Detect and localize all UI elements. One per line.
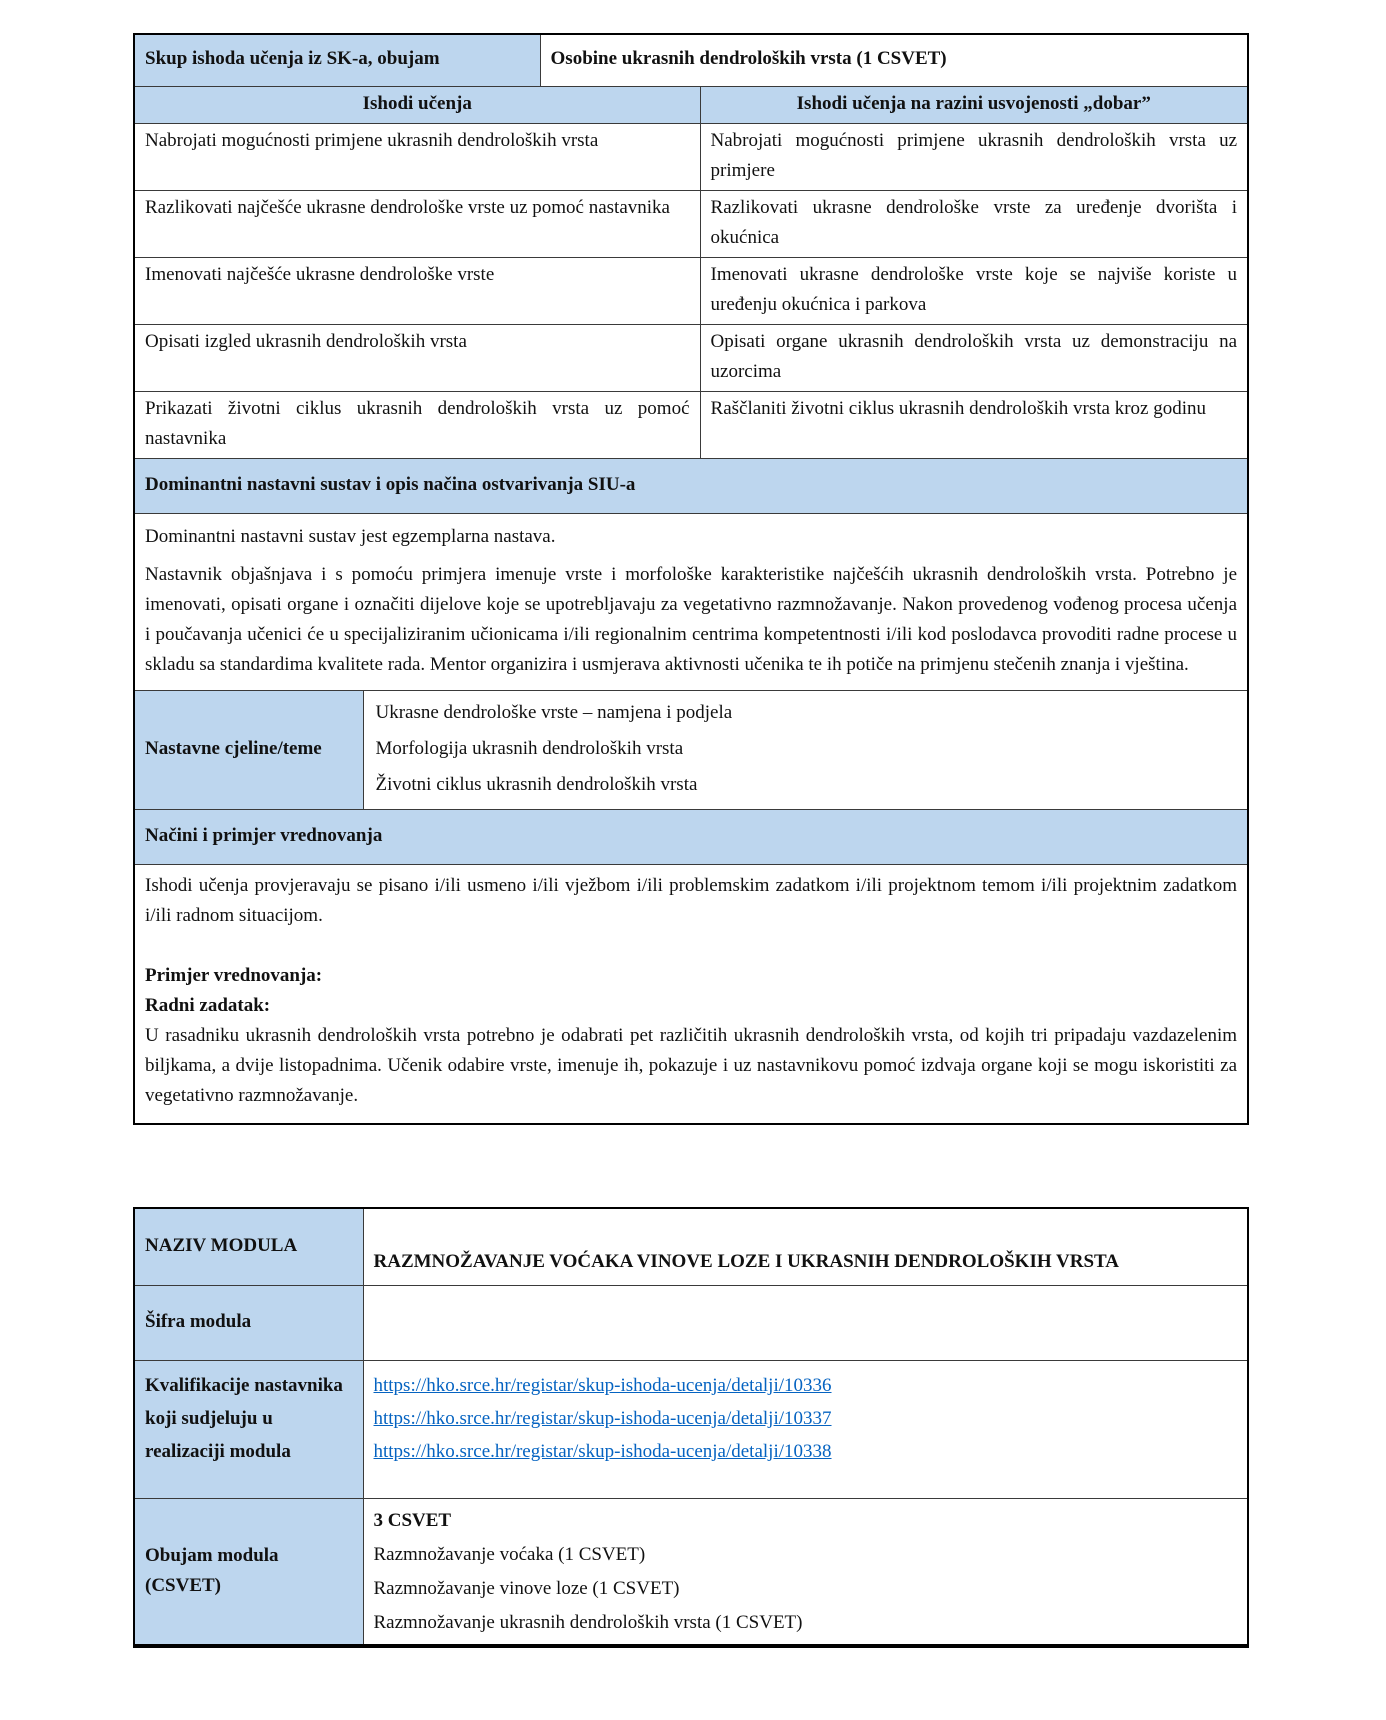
obujam-total: 3 CSVET xyxy=(373,1510,452,1531)
outcome-cell-right: Imenovati ukrasne dendrološke vrste koje se najviše koriste u uređenju okućnica i parkova xyxy=(700,257,1248,324)
outcome-row xyxy=(134,324,1248,391)
module-title-cell: RAZMNOŽAVANJE VOĆAKA VINOVE LOZE I UKRASNIH DENDROLOŠKIH VRSTA xyxy=(363,1208,1248,1286)
vrednovanje-paragraph-2: U rasadniku ukrasnih dendroloških vrsta potrebno je odabrati pet različitih ukrasnih dendroloških vrsta, od kojih tri pripadaju vazdazelenim biljkama, a dvije listopadnima. Učenik odabire vrste, imenuje ih, pokazuje i uz nastavnikovu pomoć izdvaja organe koji se mogu iskoristiti za vegetativno razmnožavanje. xyxy=(145,1024,1238,1106)
qualification-link-item xyxy=(374,1369,1238,1402)
naziv-modula-row xyxy=(134,1208,1248,1286)
radni-zadatak-subtitle: Radni zadatak: xyxy=(145,994,271,1016)
outcome-cell-right: Opisati organe ukrasnih dendroloških vrsta uz demonstraciju na uzorcima xyxy=(700,324,1248,391)
cjeline-item: Životni ciklus ukrasnih dendroloških vrsta xyxy=(375,773,698,795)
skup-value-cell: Osobine ukrasnih dendroloških vrsta (1 CSVET) xyxy=(540,34,1248,86)
kvalifikacije-row xyxy=(134,1361,1248,1499)
vrednovanje-header-row xyxy=(134,809,1248,864)
dominantni-header-row xyxy=(134,458,1248,513)
cjeline-item: Ukrasne dendrološke vrste – namjena i podjela xyxy=(375,701,733,723)
outcome-cell-left: Imenovati najčešće ukrasne dendrološke vrste xyxy=(134,257,700,324)
obujam-label-cell: Obujam modula (CSVET) xyxy=(134,1499,363,1647)
outcome-cell-right: Nabrojati mogućnosti primjene ukrasnih dendroloških vrsta uz primjere xyxy=(700,123,1248,190)
outcome-cell-left: Prikazati životni ciklus ukrasnih dendroloških vrsta uz pomoć nastavnika xyxy=(134,391,700,458)
ishodi-header-right: Ishodi učenja na razini usvojenosti „dobar” xyxy=(700,86,1248,123)
outcome-cell-right: Razlikovati ukrasne dendrološke vrste za uređenje dvorišta i okućnica xyxy=(700,190,1248,257)
obujam-content-cell xyxy=(363,1499,1248,1647)
dominantni-paragraph-1: Dominantni nastavni sustav jest egzemplarna nastava. xyxy=(145,525,556,547)
qualification-link[interactable]: https://hko.srce.hr/registar/skup-ishoda-ucenja/detalji/10338 xyxy=(373,1441,832,1462)
outcome-cell-left: Nabrojati mogućnosti primjene ukrasnih dendroloških vrsta xyxy=(134,123,700,190)
nastavne-cjeline-label-cell: Nastavne cjeline/teme xyxy=(134,690,363,809)
skup-header-row xyxy=(134,34,1248,86)
qualification-link[interactable]: https://hko.srce.hr/registar/skup-ishoda-ucenja/detalji/10336 xyxy=(373,1375,832,1396)
qualification-link-item xyxy=(374,1435,1238,1468)
naziv-modula-label-cell: NAZIV MODULA xyxy=(134,1208,363,1286)
obujam-item: Razmnožavanje vinove loze (1 CSVET) xyxy=(373,1578,680,1599)
vrednovanje-content-cell xyxy=(134,864,1248,1124)
obujam-modula-row xyxy=(134,1499,1248,1647)
column-header-row xyxy=(134,86,1248,123)
sifra-modula-row xyxy=(134,1286,1248,1361)
sifra-modula-label-cell: Šifra modula xyxy=(134,1286,363,1361)
obujam-item: Razmnožavanje ukrasnih dendroloških vrsta (1 CSVET) xyxy=(373,1612,803,1633)
outcome-row xyxy=(134,257,1248,324)
vrednovanje-header-cell: Načini i primjer vrednovanja xyxy=(134,809,1248,864)
dominantni-header-cell: Dominantni nastavni sustav i opis načina ostvarivanja SIU-a xyxy=(134,458,1248,513)
vrednovanje-paragraph-1: Ishodi učenja provjeravaju se pisano i/ili usmeno i/ili vježbom i/ili problemskim zadatkom i/ili projektnom temom i/ili projektnim zadatkom i/ili radnom situacijom. xyxy=(145,874,1238,926)
obujam-item: Razmnožavanje voćaka (1 CSVET) xyxy=(373,1544,646,1565)
kvalifikacije-label-cell: Kvalifikacije nastavnika koji sudjeluju u realizaciji modula xyxy=(134,1361,363,1499)
dominantni-text-row xyxy=(134,513,1248,690)
outcome-cell-right: Raščlaniti životni ciklus ukrasnih dendroloških vrsta kroz godinu xyxy=(700,391,1248,458)
dominantni-paragraph-2: Nastavnik objašnjava i s pomoću primjera imenuje vrste i morfološke karakteristike najčešćih ukrasnih dendroloških vrsta. Potrebno je imenovati, opisati organe i označiti dijelove koje se upotrebljavaju za vegetativno razmnožavanje. Nakon provedenog vođenog procesa učenja i poučavanja učenici će u specijaliziranim učionicama i/ili regionalnim centrima kompetentnosti i/ili kod poslodavca provoditi radne procese u skladu sa standardima kvalitete rada. Mentor organizira i usmjerava aktivnosti učenika te ih potiče na primjenu stečenih znanja i vještina. xyxy=(145,563,1238,675)
nastavne-cjeline-row xyxy=(134,690,1248,809)
skup-label-cell: Skup ishoda učenja iz SK-a, obujam xyxy=(134,34,540,86)
blank-line xyxy=(145,931,1237,961)
outcome-cell-left: Opisati izgled ukrasnih dendroloških vrsta xyxy=(134,324,700,391)
nastavne-cjeline-content-cell xyxy=(363,690,1248,809)
outcome-cell-left: Razlikovati najčešće ukrasne dendrološke vrste uz pomoć nastavnika xyxy=(134,190,700,257)
dominantni-text-cell xyxy=(134,513,1248,690)
module-table xyxy=(133,1207,1249,1649)
sifra-modula-value-cell xyxy=(363,1286,1248,1361)
outcome-row xyxy=(134,123,1248,190)
outcome-row xyxy=(134,391,1248,458)
ishodi-header-left: Ishodi učenja xyxy=(134,86,700,123)
qualification-link-item xyxy=(374,1402,1238,1435)
skup-ishoda-table xyxy=(133,33,1249,1125)
primjer-vrednovanja-subtitle: Primjer vrednovanja: xyxy=(145,964,323,986)
vrednovanje-content-row xyxy=(134,864,1248,1124)
qualification-link[interactable]: https://hko.srce.hr/registar/skup-ishoda-ucenja/detalji/10337 xyxy=(373,1408,832,1429)
cjeline-item: Morfologija ukrasnih dendroloških vrsta xyxy=(375,737,684,759)
kvalifikacije-links-cell xyxy=(363,1361,1248,1499)
outcome-row xyxy=(134,190,1248,257)
